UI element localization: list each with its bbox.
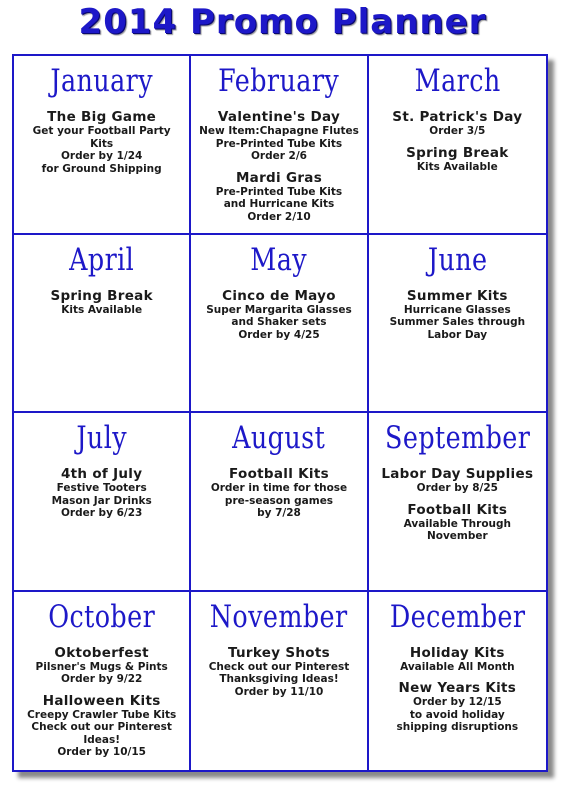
promo-event xyxy=(191,171,366,224)
promo-detail: Available Through xyxy=(403,517,511,530)
month-name: June xyxy=(427,241,488,278)
month-cell-december xyxy=(369,592,546,771)
promo-event xyxy=(369,503,546,543)
promo-event xyxy=(369,646,546,674)
promo-detail: Order 2/10 xyxy=(247,210,311,223)
promo-event xyxy=(191,646,366,699)
promo-event xyxy=(14,694,189,759)
promo-detail: New Item:Chapagne Flutes xyxy=(199,125,359,137)
promo-detail: Super Margarita Glasses xyxy=(206,303,352,316)
promo-event xyxy=(14,467,189,520)
promo-detail: Order 3/5 xyxy=(429,125,486,137)
promo-heading: Halloween Kits xyxy=(42,692,161,709)
month-cell-may xyxy=(191,235,368,414)
promo-heading: Football Kits xyxy=(407,501,508,518)
promo-heading: Football Kits xyxy=(229,466,329,482)
promo-detail: Order 2/6 xyxy=(250,150,307,162)
promo-heading: Oktoberfest xyxy=(54,644,149,661)
promo-detail: and Shaker sets xyxy=(231,316,327,328)
promo-heading: Spring Break xyxy=(50,287,153,304)
promo-detail: Order in time for those xyxy=(210,482,348,494)
promo-heading: New Years Kits xyxy=(398,680,517,696)
promo-detail: Pre-Printed Tube Kits xyxy=(215,185,343,198)
promo-event xyxy=(191,467,366,520)
promo-detail: Order by 1/24 xyxy=(60,150,143,162)
month-cell-july xyxy=(14,413,191,592)
promo-detail: Available All Month xyxy=(400,660,515,673)
promo-detail: by 7/28 xyxy=(257,507,301,519)
month-name: July xyxy=(76,420,128,456)
promo-heading: Labor Day Supplies xyxy=(381,466,534,482)
month-cell-march xyxy=(369,56,546,235)
promo-detail: Order by 11/10 xyxy=(234,685,324,698)
promo-detail: and Hurricane Kits xyxy=(223,198,335,210)
promo-detail: Thanksgiving Ideas! xyxy=(219,673,339,685)
promo-heading: Summer Kits xyxy=(406,287,508,304)
promo-event xyxy=(369,110,546,138)
promo-event xyxy=(369,289,546,342)
promo-detail: shipping disruptions xyxy=(396,721,519,733)
promo-event xyxy=(14,110,189,175)
promo-detail: Get your Football Party xyxy=(32,125,171,137)
promo-detail: Order by 6/23 xyxy=(60,507,143,519)
month-cell-april xyxy=(14,235,191,414)
promo-heading: Turkey Shots xyxy=(228,644,330,661)
promo-detail: Kits xyxy=(90,137,114,150)
promo-detail: Festive Tooters xyxy=(56,482,147,494)
promo-event xyxy=(14,289,189,317)
promo-detail: Check out our Pinterest xyxy=(208,660,350,673)
month-cell-october xyxy=(14,592,191,771)
promo-detail: Order by 10/15 xyxy=(57,746,146,758)
promo-event xyxy=(191,289,366,342)
promo-heading: St. Patrick's Day xyxy=(392,109,523,125)
month-name: May xyxy=(250,241,308,278)
month-name: September xyxy=(384,420,530,456)
promo-heading: The Big Game xyxy=(47,109,157,125)
promo-heading: Mardi Gras xyxy=(235,169,323,186)
month-name: October xyxy=(48,598,156,635)
promo-detail: pre-season games xyxy=(224,494,334,507)
promo-heading: 4th of July xyxy=(60,466,143,482)
promo-detail: Hurricane Glasses xyxy=(403,303,511,316)
promo-heading: Cinco de Mayo xyxy=(222,287,336,304)
promo-detail: to avoid holiday xyxy=(409,708,505,721)
promo-detail: Ideas! xyxy=(83,733,120,746)
month-name: April xyxy=(69,241,135,278)
month-name: March xyxy=(414,63,501,99)
promo-heading: Valentine's Day xyxy=(217,109,341,125)
promo-event xyxy=(369,146,546,174)
promo-event xyxy=(191,110,366,163)
promo-heading: Holiday Kits xyxy=(409,644,505,661)
promo-detail: November xyxy=(426,530,488,542)
calendar-grid xyxy=(12,54,548,772)
promo-detail: Mason Jar Drinks xyxy=(51,494,152,507)
promo-detail: Order by 8/25 xyxy=(416,482,498,494)
promo-heading: Spring Break xyxy=(406,144,509,161)
month-cell-november xyxy=(191,592,368,771)
promo-event xyxy=(369,681,546,734)
promo-detail: for Ground Shipping xyxy=(41,162,162,175)
month-cell-august xyxy=(191,413,368,592)
promo-detail: Order by 12/15 xyxy=(412,696,502,708)
promo-detail: Pre-Printed Tube Kits xyxy=(215,137,343,150)
promo-detail: Labor Day xyxy=(427,328,488,341)
promo-detail: Kits Available xyxy=(416,160,498,173)
promo-detail: Pilsner's Mugs & Pints xyxy=(35,660,168,673)
month-name: November xyxy=(210,598,348,635)
promo-detail: Order by 4/25 xyxy=(238,328,320,341)
promo-detail: Kits Available xyxy=(61,303,143,316)
promo-event xyxy=(14,646,189,686)
promo-event xyxy=(369,467,546,495)
promo-detail: Check out our Pinterest xyxy=(31,721,172,733)
month-cell-january xyxy=(14,56,191,235)
promo-detail: Creepy Crawler Tube Kits xyxy=(27,708,177,721)
month-cell-february xyxy=(191,56,368,235)
month-cell-september xyxy=(369,413,546,592)
promo-detail: Summer Sales through xyxy=(389,316,526,328)
month-name: December xyxy=(389,598,526,635)
page-title: 2014 Promo Planner xyxy=(78,2,487,42)
promo-detail: Order by 9/22 xyxy=(60,673,143,685)
month-name: January xyxy=(50,63,153,99)
month-name: August xyxy=(232,420,326,456)
month-cell-june xyxy=(369,235,546,414)
month-name: February xyxy=(218,63,340,99)
